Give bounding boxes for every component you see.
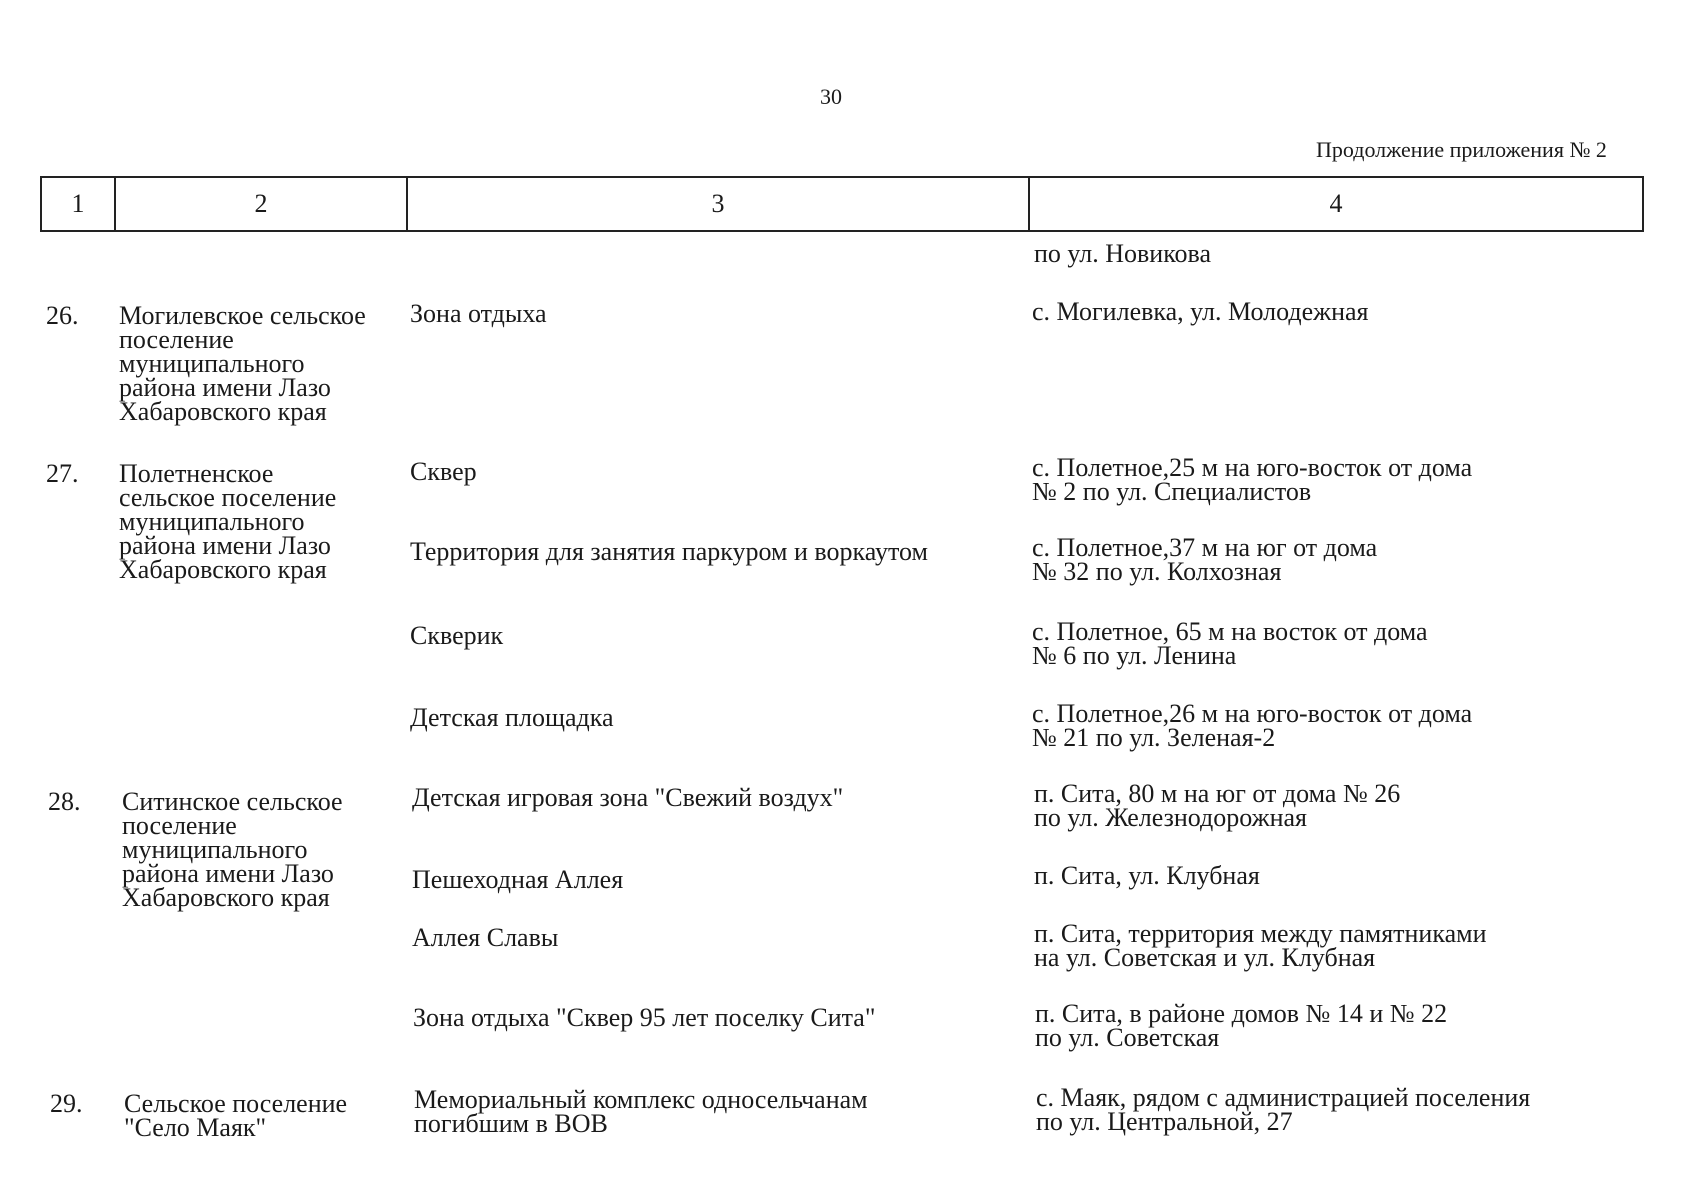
object-address: с. Маяк, рядом с администрацией поселения по ул. Центральной, 27 [1036,1083,1531,1136]
object-name: Скверик [410,621,504,650]
column-header-3: 3 [711,189,725,218]
object-name: Сквер [410,457,477,486]
object-address: с. Полетное,25 м на юго-восток от дома № 2 по ул. Специалистов [1032,453,1473,506]
object-name: Мемориальный комплекс односельчанам погибшим в ВОВ [414,1085,868,1138]
appendix-note: Продолжение приложения № 2 [1316,137,1607,162]
object-address: п. Сита, территория между памятниками на ул. Советская и ул. Клубная [1034,919,1487,972]
object-address: с. Могилевка, ул. Молодежная [1032,297,1369,326]
object-address: п. Сита, 80 м на юг от дома № 26 по ул. Железнодорожная [1034,779,1401,832]
object-name: Пешеходная Аллея [412,865,624,894]
object-address: п. Сита, ул. Клубная [1034,861,1260,890]
settlement-name: Ситинское сельское поселение муниципального района имени Лазо Хабаровского края [122,787,343,912]
table-header [40,176,1644,232]
row-number: 29. [50,1089,83,1118]
object-address: с. Полетное,26 м на юго-восток от дома № 21 по ул. Зеленая-2 [1032,699,1473,752]
row-number: 26. [46,301,79,330]
object-name: Зона отдыха [410,299,547,328]
column-header-1: 1 [71,189,85,218]
settlement-name: Могилевское сельское поселение муниципального района имени Лазо Хабаровского края [119,301,366,426]
column-header-4: 4 [1329,189,1343,218]
page-number: 30 [820,84,842,109]
object-address: п. Сита, в районе домов № 14 и № 22 по ул. Советская [1035,999,1448,1052]
object-address: с. Полетное, 65 м на восток от дома № 6 по ул. Ленина [1032,617,1428,670]
row-number: 27. [46,459,79,488]
settlement-name: Сельское поселение "Село Маяк" [124,1089,348,1142]
object-name: Аллея Славы [412,923,559,952]
object-address: с. Полетное,37 м на юг от дома № 32 по ул. Колхозная [1032,533,1378,586]
column-header-2: 2 [254,189,268,218]
object-name: Детская игровая зона "Свежий воздух" [412,783,844,812]
row-number: 28. [48,787,81,816]
object-name: Детская площадка [410,703,614,732]
continuation-address: по ул. Новикова [1034,239,1211,268]
settlement-name: Полетненское сельское поселение муниципального района имени Лазо Хабаровского края [119,459,337,584]
object-name: Территория для занятия паркуром и воркаутом [410,537,928,566]
object-name: Зона отдыха "Сквер 95 лет поселку Сита" [413,1003,876,1032]
